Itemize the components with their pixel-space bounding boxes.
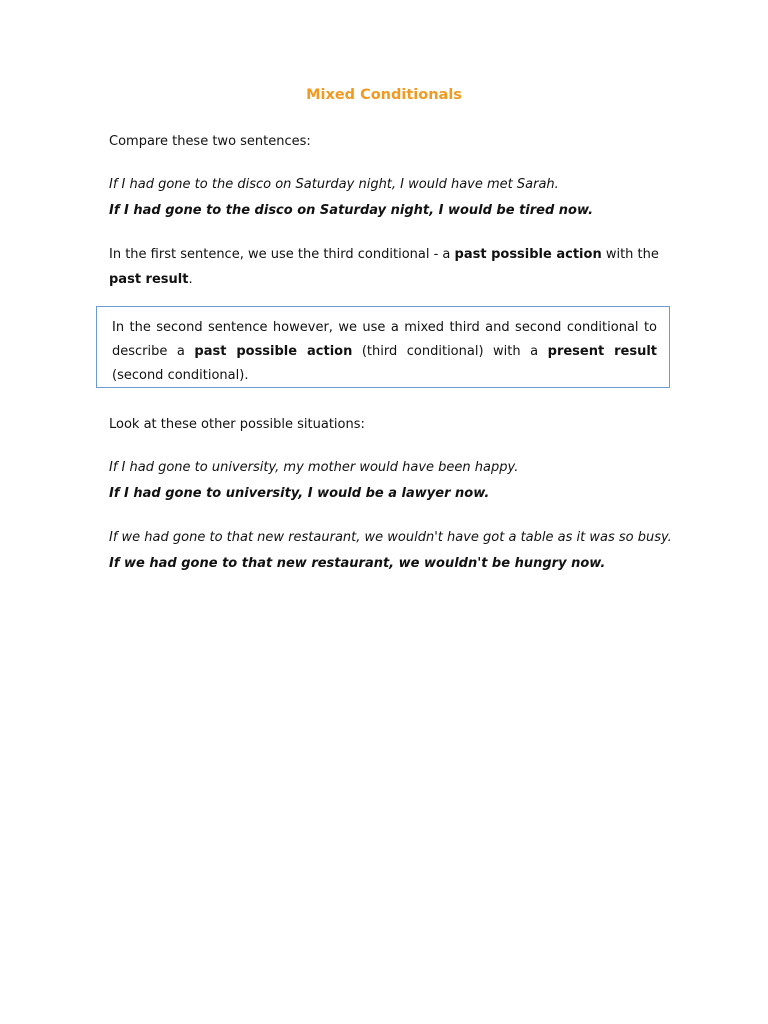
- explanation-bold-past-possible-action: past possible action: [454, 247, 602, 262]
- explanation-text-2: with the: [601, 247, 659, 262]
- explanation-paragraph: [109, 242, 669, 292]
- others-intro-text: Look at these other possible situations:: [109, 417, 365, 432]
- intro-text: Compare these two sentences:: [109, 134, 311, 149]
- example3-mixed-conditional: If we had gone to that new restaurant, we wouldn't be hungry now.: [109, 556, 606, 571]
- explanation-text-1: In the first sentence, we use the third conditional - a: [109, 247, 455, 262]
- note-box: [96, 306, 670, 388]
- note-text-3: (second conditional).: [112, 368, 249, 383]
- example3-third-conditional: If we had gone to that new restaurant, we wouldn't have got a table as it was so busy.: [109, 530, 672, 545]
- note-bold-present-result: present result: [547, 344, 658, 359]
- note-text-2: (third conditional) with a: [352, 344, 548, 359]
- explanation-text-3: .: [188, 272, 193, 287]
- example1-third-conditional: If I had gone to the disco on Saturday night, I would have met Sarah.: [109, 177, 559, 192]
- note-paragraph: [112, 316, 657, 388]
- example1-mixed-conditional: If I had gone to the disco on Saturday night, I would be tired now.: [109, 203, 594, 218]
- note-text-1: In the second sentence however, we use a mixed third and second conditional to describe a: [112, 320, 657, 359]
- page-title: Mixed Conditionals: [306, 87, 462, 103]
- explanation-bold-past-result: past result: [109, 272, 189, 287]
- example2-third-conditional: If I had gone to university, my mother would have been happy.: [109, 460, 519, 475]
- note-bold-past-possible-action: past possible action: [194, 344, 353, 359]
- example2-mixed-conditional: If I had gone to university, I would be a lawyer now.: [109, 486, 490, 501]
